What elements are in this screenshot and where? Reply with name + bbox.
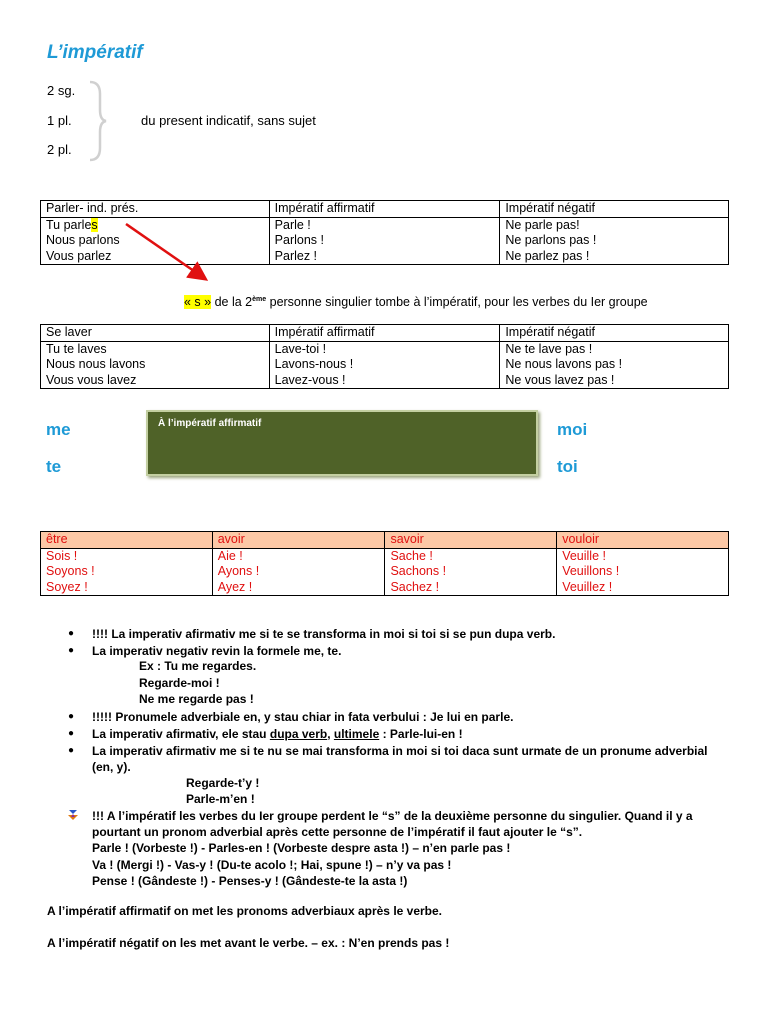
- header-cell: vouloir: [557, 532, 729, 549]
- underlined-text: ultimele: [333, 727, 380, 741]
- table-cell: Vous parlez: [41, 249, 270, 265]
- table-cell: Parlez !: [269, 249, 500, 265]
- header-cell: Parler- ind. prés.: [41, 201, 270, 218]
- paragraph-negatif: A l’impératif négatif on les met avant le verbe. – ex. : N’en prends pas !: [47, 936, 450, 950]
- text: La imperativ afirmativ, ele stau: [92, 727, 270, 741]
- table-cell: Ne te lave pas !: [500, 341, 729, 357]
- example-line: Va ! (Mergi !) - Vas-y ! (Du-te acolo !; Hai, spune !) – n’y va pas !: [92, 858, 452, 872]
- bullet-icon: ●: [68, 711, 75, 722]
- table-cell: Sois !: [41, 548, 213, 564]
- highlighted-s: « s »: [184, 295, 212, 309]
- persons-description: du present indicatif, sans sujet: [141, 113, 316, 128]
- header-cell: avoir: [212, 532, 385, 549]
- example-line: Parle ! (Vorbeste !) - Parles-en ! (Vorbeste despre asta !) – n’en parle pas !: [92, 841, 511, 855]
- table-cell: Sachez !: [385, 580, 557, 596]
- example-line: Regarde-t’y !: [186, 776, 260, 790]
- text: : Parle-lui-en !: [379, 727, 463, 741]
- table-cell: Lave-toi !: [269, 341, 500, 357]
- table-cell: Ne vous lavez pas !: [500, 373, 729, 389]
- bullet-icon: ●: [68, 745, 75, 756]
- table-cell: Tu te laves: [41, 341, 270, 357]
- arrow-bullet-icon: [66, 808, 80, 822]
- table-cell: Soyez !: [41, 580, 213, 596]
- pronoun-moi: moi: [557, 420, 588, 439]
- table-cell: Ne parlez pas !: [500, 249, 729, 265]
- person-1pl: 1 pl.: [47, 113, 72, 128]
- table-irregular-verbs: [40, 531, 729, 596]
- rule-bullet-3: !!!!! Pronumele adverbiale en, y stau chiar in fata verbului : Je lui en parle.: [92, 710, 514, 724]
- table-row: [41, 357, 729, 373]
- table-cell: Parle !: [269, 217, 500, 233]
- table-cell: Sachons !: [385, 564, 557, 580]
- table-cell: Soyons !: [41, 564, 213, 580]
- header-cell: Impératif affirmatif: [269, 325, 500, 342]
- rule-bullet-6-cont: pourtant un pronom adverbial après cette personne de l’impératif il faut ajouter le “s”.: [92, 825, 583, 839]
- cell-text: Tu parle: [46, 217, 92, 232]
- header-cell: savoir: [385, 532, 557, 549]
- pronoun-te: te: [46, 457, 62, 476]
- curly-brace-icon: [86, 80, 108, 162]
- table-cell: Aie !: [212, 548, 385, 564]
- table-cell: Ayez !: [212, 580, 385, 596]
- rule-bullet-1: !!!! La imperativ afirmativ me si te se transforma in moi si toi si se pun dupa verb.: [92, 627, 556, 641]
- example-line: Ex : Tu me regardes.: [139, 659, 257, 673]
- person-2pl: 2 pl.: [47, 142, 72, 157]
- table-cell: Lavons-nous !: [269, 357, 500, 373]
- header-cell: Impératif négatif: [500, 201, 729, 218]
- example-line: Regarde-moi !: [139, 676, 220, 690]
- pronoun-me: me: [46, 420, 71, 439]
- header-cell: Se laver: [41, 325, 270, 342]
- table-header-row: [41, 201, 729, 218]
- table-header-row: [41, 325, 729, 342]
- bullet-icon: ●: [68, 728, 75, 739]
- rule-bullet-4: [92, 726, 463, 742]
- text: ,: [327, 727, 334, 741]
- table-cell: Nous nous lavons: [41, 357, 270, 373]
- table-cell: Veuillons !: [557, 564, 729, 580]
- header-cell: Impératif affirmatif: [269, 201, 500, 218]
- note-text: de la 2: [211, 295, 253, 309]
- pronoun-toi: toi: [557, 457, 578, 476]
- table-cell: Ne parlons pas !: [500, 233, 729, 249]
- person-2sg: 2 sg.: [47, 83, 76, 98]
- underlined-text: dupa verb: [269, 727, 328, 741]
- table-cell: Sache !: [385, 548, 557, 564]
- red-arrow-icon: [120, 220, 220, 290]
- table-se-laver: [40, 324, 729, 389]
- note-superscript: ème: [252, 295, 267, 303]
- table-cell: Ayons !: [212, 564, 385, 580]
- paragraph-affirmatif: A l’impératif affirmatif on met les pronoms adverbiaux après le verbe.: [47, 904, 443, 918]
- table-row: [41, 548, 729, 564]
- example-line: Parle-m’en !: [186, 792, 255, 806]
- page-title: L’impératif: [47, 42, 143, 63]
- example-line: Ne me regarde pas !: [139, 692, 254, 706]
- table-cell: Veuillez !: [557, 580, 729, 596]
- example-line: Pense ! (Gândeste !) - Penses-y ! (Gândeste-te la asta !): [92, 874, 408, 888]
- rule-bullet-6: !!! A l’impératif les verbes du Ier groupe perdent le “s” de la deuxième personne du singulier. Quand il y a: [92, 809, 693, 823]
- bullet-icon: ●: [68, 645, 75, 656]
- box-label: À l’impératif affirmatif: [158, 418, 262, 429]
- table-row: [41, 580, 729, 596]
- table-row: [41, 564, 729, 580]
- note-text-rest: personne singulier tombe à l’impératif, pour les verbes du Ier groupe: [266, 295, 648, 309]
- header-cell: Impératif négatif: [500, 325, 729, 342]
- table-row: [41, 373, 729, 389]
- highlighted-letter: s: [91, 217, 98, 232]
- table-cell: Veuille !: [557, 548, 729, 564]
- table-cell: Nous parlons: [41, 233, 270, 249]
- header-cell: être: [41, 532, 213, 549]
- rule-note: [184, 295, 648, 309]
- bullet-icon: ●: [68, 628, 75, 639]
- table-cell: Vous vous lavez: [41, 373, 270, 389]
- table-cell: Parlons !: [269, 233, 500, 249]
- table-cell: Lavez-vous !: [269, 373, 500, 389]
- table-cell: Ne parle pas!: [500, 217, 729, 233]
- table-header-row: [41, 532, 729, 549]
- rule-bullet-5-cont: (en, y).: [92, 760, 131, 774]
- rule-bullet-2: La imperativ negativ revin la formele me, te.: [92, 644, 342, 658]
- table-row: [41, 341, 729, 357]
- imperative-box: [146, 410, 538, 476]
- rule-bullet-5: La imperativ afirmativ me si te nu se mai transforma in moi si toi daca sunt urmate de un pronume adverbial: [92, 744, 708, 758]
- table-cell: Ne nous lavons pas !: [500, 357, 729, 373]
